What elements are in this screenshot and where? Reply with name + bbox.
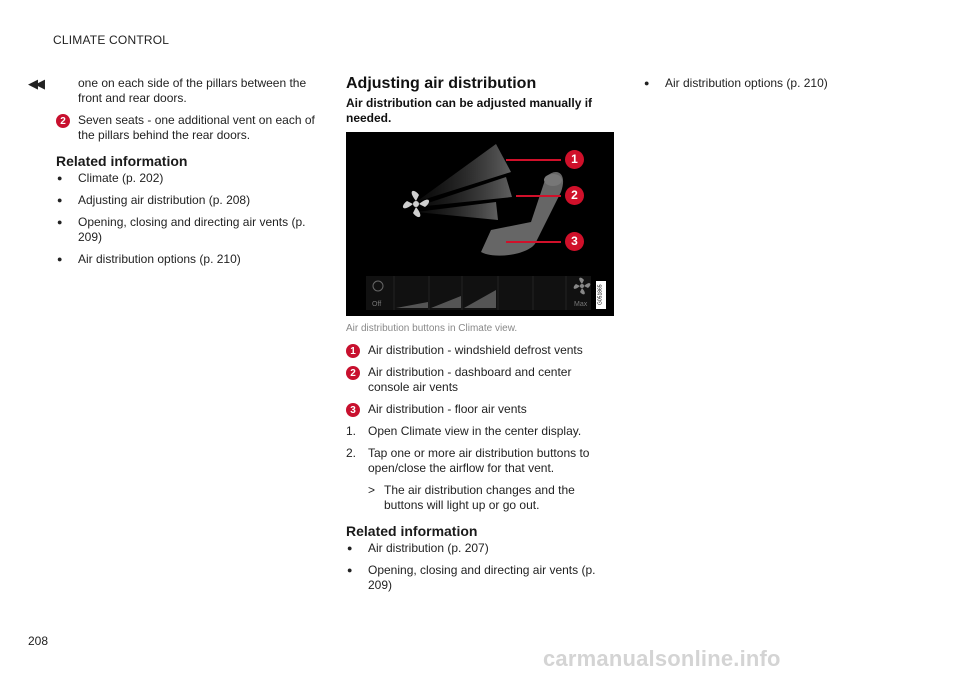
continued-text: one on each side of the pillars between the front and rear doors. bbox=[78, 76, 307, 105]
figure-code: G051865 bbox=[596, 281, 606, 309]
callout-3 bbox=[346, 402, 614, 417]
step-result bbox=[346, 483, 614, 513]
seat-headrest bbox=[544, 174, 562, 186]
callout-badge: 2 bbox=[56, 114, 70, 128]
callout-2 bbox=[56, 113, 326, 143]
bullet-icon: ● bbox=[57, 195, 63, 205]
bullet-icon: ● bbox=[57, 254, 63, 264]
related-link-text[interactable]: Air distribution options (p. 210) bbox=[78, 252, 241, 266]
step-text: Open Climate view in the center display. bbox=[368, 424, 582, 438]
result-marker: > bbox=[368, 483, 376, 497]
callout-text: Air distribution - dashboard and center console air vents bbox=[368, 365, 572, 394]
climate-view-figure bbox=[346, 132, 614, 316]
bullet-icon: ● bbox=[347, 543, 353, 553]
related-link-text[interactable]: Air distribution options (p. 210) bbox=[665, 76, 828, 90]
step-2 bbox=[346, 446, 614, 476]
related-info-heading: Related information bbox=[346, 523, 478, 539]
related-link[interactable] bbox=[643, 76, 913, 91]
section-title: Adjusting air distribution bbox=[346, 75, 537, 92]
related-link-text[interactable]: Opening, closing and directing air vents (p. 209) bbox=[78, 215, 306, 244]
page-number: 208 bbox=[28, 634, 49, 648]
figure-label-1: 1 bbox=[565, 150, 584, 169]
watermark: carmanualsonline.info bbox=[543, 646, 781, 671]
double-left-arrow-icon[interactable]: ◀◀ bbox=[28, 76, 42, 91]
related-link-text[interactable]: Climate (p. 202) bbox=[78, 171, 164, 185]
callout-badge: 2 bbox=[346, 366, 360, 380]
bullet-icon: ● bbox=[644, 78, 650, 88]
column-left bbox=[56, 76, 326, 274]
related-info-heading: Related information bbox=[56, 153, 188, 169]
step-number: 1. bbox=[346, 424, 357, 438]
related-link[interactable] bbox=[56, 215, 326, 245]
callout-text: Seven seats - one additional vent on each of the pillars behind the rear doors. bbox=[78, 113, 315, 142]
fan-icon bbox=[403, 191, 429, 217]
figure-label-2: 2 bbox=[565, 186, 584, 205]
bullet-icon: ● bbox=[57, 173, 63, 183]
fan-off-label: Off bbox=[372, 301, 382, 308]
figure-caption: Air distribution buttons in Climate view. bbox=[346, 323, 518, 334]
related-link-text[interactable]: Air distribution (p. 207) bbox=[368, 541, 489, 555]
callout-text: Air distribution - floor air vents bbox=[368, 402, 527, 416]
related-link[interactable] bbox=[56, 193, 326, 208]
section-header: CLIMATE CONTROL bbox=[53, 33, 170, 47]
callout-1 bbox=[346, 343, 614, 358]
related-link[interactable] bbox=[346, 563, 614, 593]
related-link-text[interactable]: Adjusting air distribution (p. 208) bbox=[78, 193, 251, 207]
column-middle bbox=[346, 76, 614, 600]
related-link-text[interactable]: Opening, closing and directing air vents (p. 209) bbox=[368, 563, 596, 592]
related-link[interactable] bbox=[56, 252, 326, 267]
figure-label-3: 3 bbox=[565, 232, 584, 251]
step-1 bbox=[346, 424, 614, 439]
related-link[interactable] bbox=[346, 541, 614, 556]
column-right bbox=[643, 76, 913, 98]
callout-badge: 1 bbox=[346, 344, 360, 358]
callout-text: Air distribution - windshield defrost vents bbox=[368, 343, 583, 357]
callout-2 bbox=[346, 365, 614, 395]
step-text: Tap one or more air distribution buttons to open/close the airflow for that vent. bbox=[368, 446, 590, 475]
bullet-icon: ● bbox=[57, 217, 63, 227]
step-number: 2. bbox=[346, 446, 357, 460]
result-text: The air distribution changes and the buttons will light up or go out. bbox=[384, 483, 575, 512]
related-link[interactable] bbox=[56, 171, 326, 186]
bullet-icon: ● bbox=[347, 565, 353, 575]
fan-max-label: Max bbox=[574, 301, 588, 308]
callout-badge: 3 bbox=[346, 403, 360, 417]
intro-text: Air distribution can be adjusted manually if needed. bbox=[346, 96, 593, 125]
